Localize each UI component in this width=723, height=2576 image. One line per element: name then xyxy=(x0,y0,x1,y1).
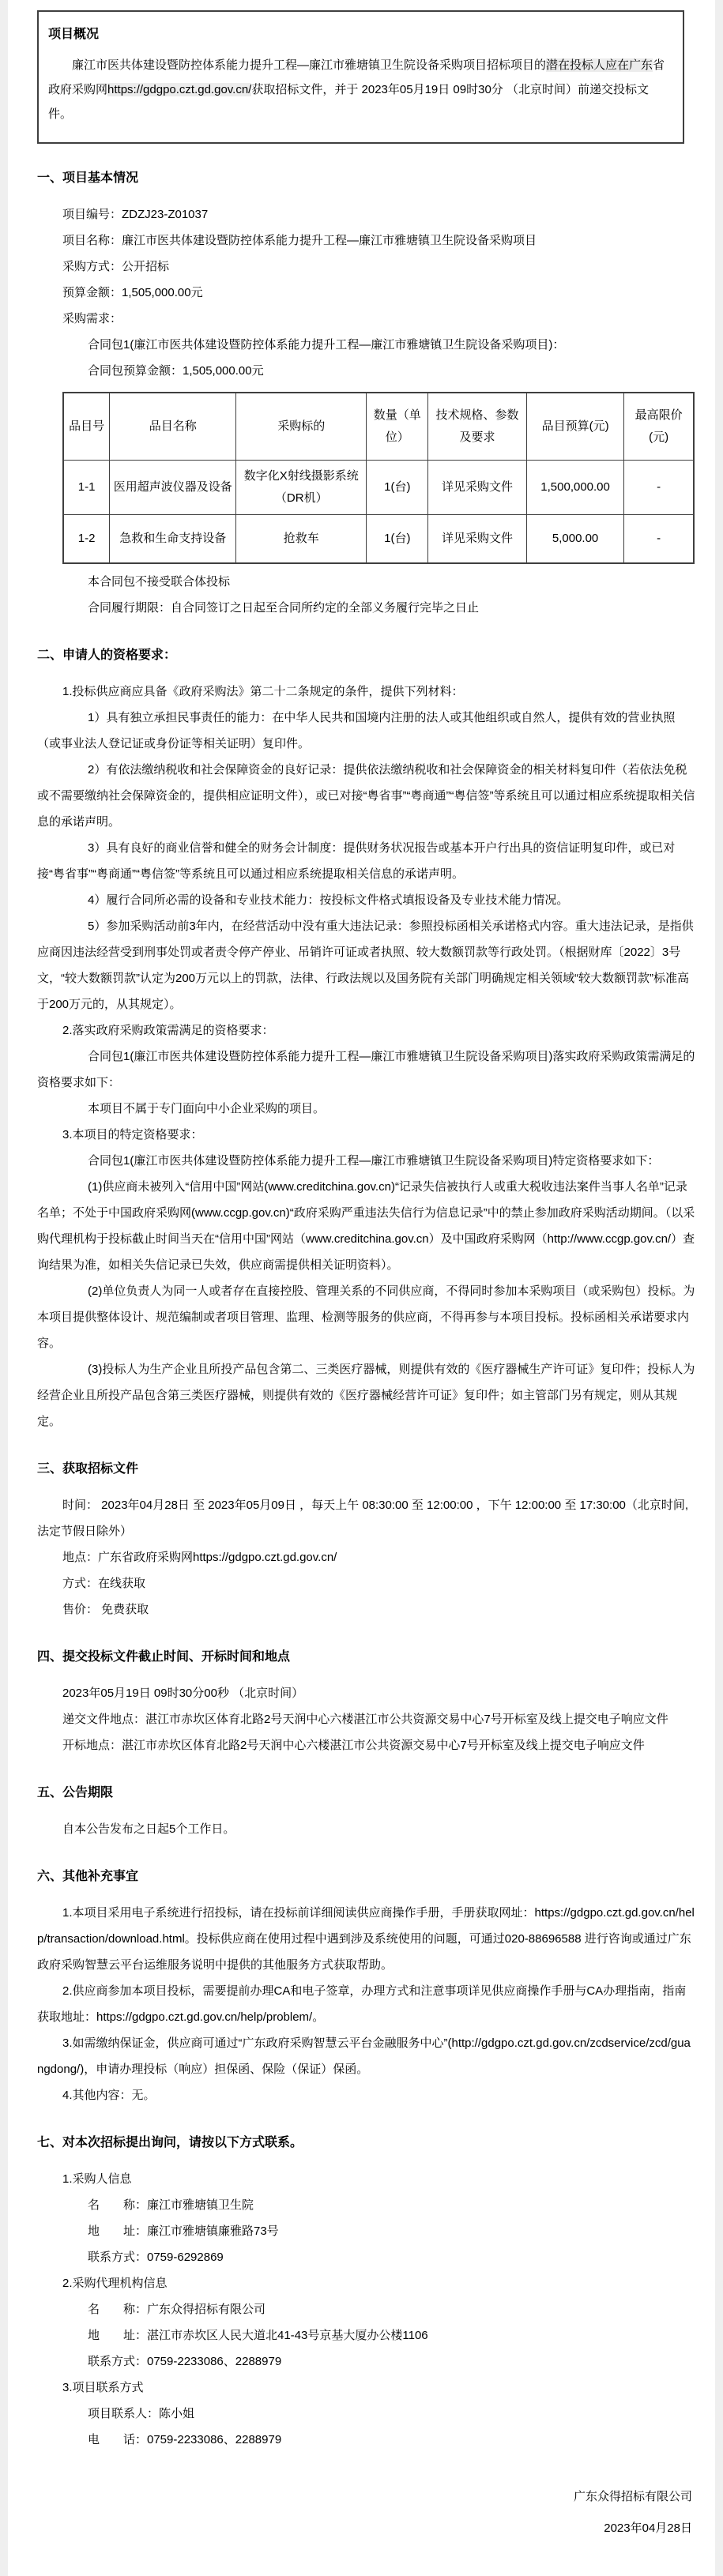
submission-place: 递交文件地点：湛江市赤坎区体育北路2号天润中心六楼湛江市公共资源交易中心7号开标室及线上提交电子响应文件 xyxy=(62,1713,668,1726)
announcement-period-body: 自本公告发布之日起5个工作日。 xyxy=(62,1822,235,1836)
project-number: 项目编号：ZDZJ23-Z01037 xyxy=(62,208,209,221)
package-line: 合同包1(廉江市医共体建设暨防控体系能力提升工程—廉江市雅塘镇卫生院设备采购项目)： xyxy=(88,338,565,352)
body-paragraph: 4.其他内容：无。 xyxy=(62,2089,156,2102)
overview-text-mid: 省政府采购网 xyxy=(48,58,665,96)
document-page xyxy=(8,0,715,2576)
project-name: 项目名称：廉江市医共体建设暨防控体系能力提升工程—廉江市雅塘镇卫生院设备采购项目 xyxy=(62,234,537,247)
obtain-time: 时间： 2023年04月28日 至 2023年05月09日 ，每天上午 08:30:00 至 12:00:00 ，下午 12:00:00 至 17:30:00（北京时间,法定节假日除外） xyxy=(37,1499,689,1538)
table-cell: 1-1 xyxy=(63,461,110,515)
table-cell: 急救和生命支持设备 xyxy=(110,515,236,564)
table-cell: 5,000.00 xyxy=(526,515,624,564)
purchaser-phone: 联系方式：0759-6292869 xyxy=(88,2251,224,2264)
overview-text-pre: 廉江市医共体建设暨防控体系能力提升工程—廉江市雅塘镇卫生院设备采购项目招标项目的 xyxy=(72,58,547,72)
procurement-method: 采购方式：公开招标 xyxy=(62,260,170,273)
section-deadline xyxy=(37,1644,695,1758)
body-paragraph: (2)单位负责人为同一人或者存在直接控股、管理关系的不同供应商，不得同时参加本采购项目（或采购包）投标。为本项目提供整体设计、规范编制或者项目管理、监理、检测等服务的供应商，不得再参与本项目投标。投标函相关承诺要求内容。 xyxy=(37,1284,695,1350)
no-consortium-note: 本合同包不接受联合体投标 xyxy=(88,575,231,589)
items-table xyxy=(62,392,695,564)
table-header-cell: 品目名称 xyxy=(110,393,236,461)
body-paragraph: 1）具有独立承担民事责任的能力：在中华人民共和国境内注册的法人或其他组织或自然人，提供有效的营业执照（或事业法人登记证或身份证等相关证明）复印件。 xyxy=(37,711,676,750)
table-header-cell: 技术规格、参数及要求 xyxy=(428,393,527,461)
agency-name: 名 称：广东众得招标有限公司 xyxy=(88,2303,266,2316)
purchaser-info-label: 1.采购人信息 xyxy=(62,2172,132,2186)
table-cell: 医用超声波仪器及设备 xyxy=(110,461,236,515)
body-paragraph: 3.如需缴纳保证金，供应商可通过“广东政府采购智慧云平台金融服务中心”(http://gdgpo.czt.gd.gov.cn/zcdservice/zcd/guangdong/)，申请办理投标（响应）担保函、保险（保证）保函。 xyxy=(37,2036,691,2076)
section-supplementary xyxy=(37,1863,695,2108)
obtain-place: 地点：广东省政府采购网https://gdgpo.czt.gd.gov.cn/ xyxy=(62,1551,337,1564)
budget-amount: 预算金额：1,505,000.00元 xyxy=(62,286,203,299)
table-header-row xyxy=(63,393,694,461)
table-header-cell: 最高限价(元) xyxy=(624,393,694,461)
table-cell: 抢救车 xyxy=(236,515,367,564)
overview-text-post: 获取招标文件，并于 2023年05月19日 09时30分 （北京时间）前递交投标文件。 xyxy=(48,83,649,121)
body-paragraph: 2.供应商参加本项目投标，需要提前办理CA和电子签章，办理方式和注意事项详见供应商操作手册与CA办理指南，指南获取地址：https://gdgpo.czt.gd.gov.cn/help/problem/。 xyxy=(37,1984,687,2024)
body-paragraph: 1.投标供应商应具备《政府采购法》第二十二条规定的条件，提供下列材料： xyxy=(62,685,464,698)
table-cell: 详见采购文件 xyxy=(428,515,527,564)
agency-info-label: 2.采购代理机构信息 xyxy=(62,2277,168,2290)
table-cell: 1,500,000.00 xyxy=(526,461,624,515)
obtain-method: 方式：在线获取 xyxy=(62,1577,146,1590)
body-paragraph: 合同包1(廉江市医共体建设暨防控体系能力提升工程—廉江市雅塘镇卫生院设备采购项目)落实政府采购政策需满足的资格要求如下： xyxy=(37,1050,695,1089)
body-paragraph: 5）参加采购活动前3年内，在经营活动中没有重大违法记录：参照投标函相关承诺格式内容。重大违法记录，是指供应商因违法经营受到刑事处罚或者责令停产停业、吊销许可证或者执照、较大数额罚款等行政处罚。（根据财库〔2022〕3号文，“较大数额罚款”认定为200万元以上的罚款，法律、行政法规以及国务院有关部门明确规定相关领域“较大数额罚款”标准高于200万元的，从其规定）。 xyxy=(37,919,694,1011)
table-cell: - xyxy=(624,461,694,515)
contract-period-note: 合同履行期限：自合同签订之日起至合同所约定的全部义务履行完毕之日止 xyxy=(88,601,480,615)
body-paragraph: 本项目不属于专门面向中小企业采购的项目。 xyxy=(88,1102,326,1115)
overview-highlight-text: 潜在投标人应在广东 xyxy=(546,58,653,72)
footer-company: 广东众得招标有限公司 xyxy=(573,2490,692,2503)
table-cell: - xyxy=(624,515,694,564)
section-basic-info xyxy=(37,165,695,621)
table-cell: 1(台) xyxy=(367,515,428,564)
overview-box xyxy=(37,10,684,144)
obtain-price: 售价： 免费获取 xyxy=(62,1603,149,1616)
body-paragraph: 2）有依法缴纳税收和社会保障资金的良好记录：提供依法缴纳税收和社会保障资金的相关材料复印件（若依法免税或不需要缴纳社会保障资金的，提供相应证明文件），或已对接“粤省事”“粤商通”“粤信签”等系统且可以通过相应系统提取相关信息的承诺声明。 xyxy=(37,763,695,829)
table-header-cell: 数量（单位） xyxy=(367,393,428,461)
project-contact-person: 项目联系人：陈小姐 xyxy=(88,2407,195,2420)
agency-address: 地 址：湛江市赤坎区人民大道北41-43号京基大厦办公楼1106 xyxy=(88,2329,428,2342)
footer-date: 2023年04月28日 xyxy=(604,2521,692,2535)
body-paragraph: 4）履行合同所必需的设备和专业技术能力：按投标文件格式填报设备及专业技术能力情况。 xyxy=(88,893,569,907)
body-paragraph: 2.落实政府采购政策需满足的资格要求： xyxy=(62,1024,274,1037)
signature-block xyxy=(37,2481,695,2544)
overview-paragraph xyxy=(48,53,665,126)
body-paragraph: (3)投标人为生产企业且所投产品包含第二、三类医疗器械，则提供有效的《医疗器械生产许可证》复印件；投标人为经营企业且所投产品包含第三类医疗器械，则提供有效的《医疗器械经营许可证》复印件；如主管部门另有规定，则从其规定。 xyxy=(37,1363,695,1428)
agency-phone: 联系方式：0759-2233086、2288979 xyxy=(88,2355,282,2368)
section-4-heading: 四、提交投标文件截止时间、开标时间和地点 xyxy=(37,1650,291,1664)
overview-title: 项目概况 xyxy=(48,28,100,41)
table-cell: 1-2 xyxy=(63,515,110,564)
table-row xyxy=(63,515,694,564)
purchaser-name: 名 称：廉江市雅塘镇卫生院 xyxy=(88,2198,254,2212)
project-contact-phone: 电 话：0759-2233086、2288979 xyxy=(88,2433,282,2446)
procurement-site-url: https://gdgpo.czt.gd.gov.cn/ xyxy=(107,83,252,96)
purchaser-address: 地 址：廉江市雅塘镇廉雅路73号 xyxy=(88,2224,279,2238)
package-budget: 合同包预算金额：1,505,000.00元 xyxy=(88,364,264,378)
section-2-heading: 二、申请人的资格要求： xyxy=(37,649,177,662)
section-announcement-period xyxy=(37,1780,695,1842)
table-header-cell: 品目号 xyxy=(63,393,110,461)
section-3-heading: 三、获取招标文件 xyxy=(37,1462,139,1476)
table-cell: 数字化X射线摄影系统（DR机） xyxy=(236,461,367,515)
body-paragraph: 合同包1(廉江市医共体建设暨防控体系能力提升工程—廉江市雅塘镇卫生院设备采购项目)特定资格要求如下： xyxy=(88,1154,660,1168)
section-obtain-documents xyxy=(37,1456,695,1623)
body-paragraph: (1)供应商未被列入“信用中国”网站(www.creditchina.gov.cn)“记录失信被执行人或重大税收违法案件当事人名单”记录名单；不处于中国政府采购网(www.ccgp.gov.cn)“政府采购严重违法失信行为信息记录”中的禁止参加政府采购活动期间。（以采购代理机构于投标截止时间当天在“信用中国”网站（www.creditchina.gov.cn）及中国政府采购网（http://www.ccgp.gov.cn/）查询结果为准，如相关失信记录已失效，供应商需提供相关证明资料）。 xyxy=(37,1180,695,1272)
section-qualification xyxy=(37,642,695,1435)
body-paragraph: 1.本项目采用电子系统进行招投标，请在投标前详细阅读供应商操作手册，手册获取网址：https://gdgpo.czt.gd.gov.cn/help/transaction/download.html。投标供应商在使用过程中遇到涉及系统使用的问题，可通过020-88696588 进行咨询或通过广东政府采购智慧云平台运维服务说明中提供的其他服务方式获取帮助。 xyxy=(37,1906,695,1972)
procurement-demand-label: 采购需求： xyxy=(62,312,122,325)
table-header-cell: 采购标的 xyxy=(236,393,367,461)
bid-opening-place: 开标地点：湛江市赤坎区体育北路2号天润中心六楼湛江市公共资源交易中心7号开标室及线上提交电子响应文件 xyxy=(62,1739,645,1752)
project-contact-label: 3.项目联系方式 xyxy=(62,2381,144,2394)
section-6-heading: 六、其他补充事宜 xyxy=(37,1870,139,1883)
body-paragraph: 3）具有良好的商业信誉和健全的财务会计制度：提供财务状况报告或基本开户行出具的资信证明复印件，或已对接“粤省事”“粤商通”“粤信签”等系统且可以通过相应系统提取相关信息的承诺声明。 xyxy=(37,841,676,881)
section-5-heading: 五、公告期限 xyxy=(37,1786,114,1799)
table-header-cell: 品目预算(元) xyxy=(526,393,624,461)
table-cell: 详见采购文件 xyxy=(428,461,527,515)
table-row xyxy=(63,461,694,515)
section-contacts xyxy=(37,2130,695,2453)
section-1-heading: 一、项目基本情况 xyxy=(37,171,139,185)
body-paragraph: 3.本项目的特定资格要求： xyxy=(62,1128,203,1141)
deadline-datetime: 2023年05月19日 09时30分00秒 （北京时间） xyxy=(62,1687,304,1700)
section-7-heading: 七、对本次招标提出询问，请按以下方式联系。 xyxy=(37,2136,303,2149)
table-cell: 1(台) xyxy=(367,461,428,515)
